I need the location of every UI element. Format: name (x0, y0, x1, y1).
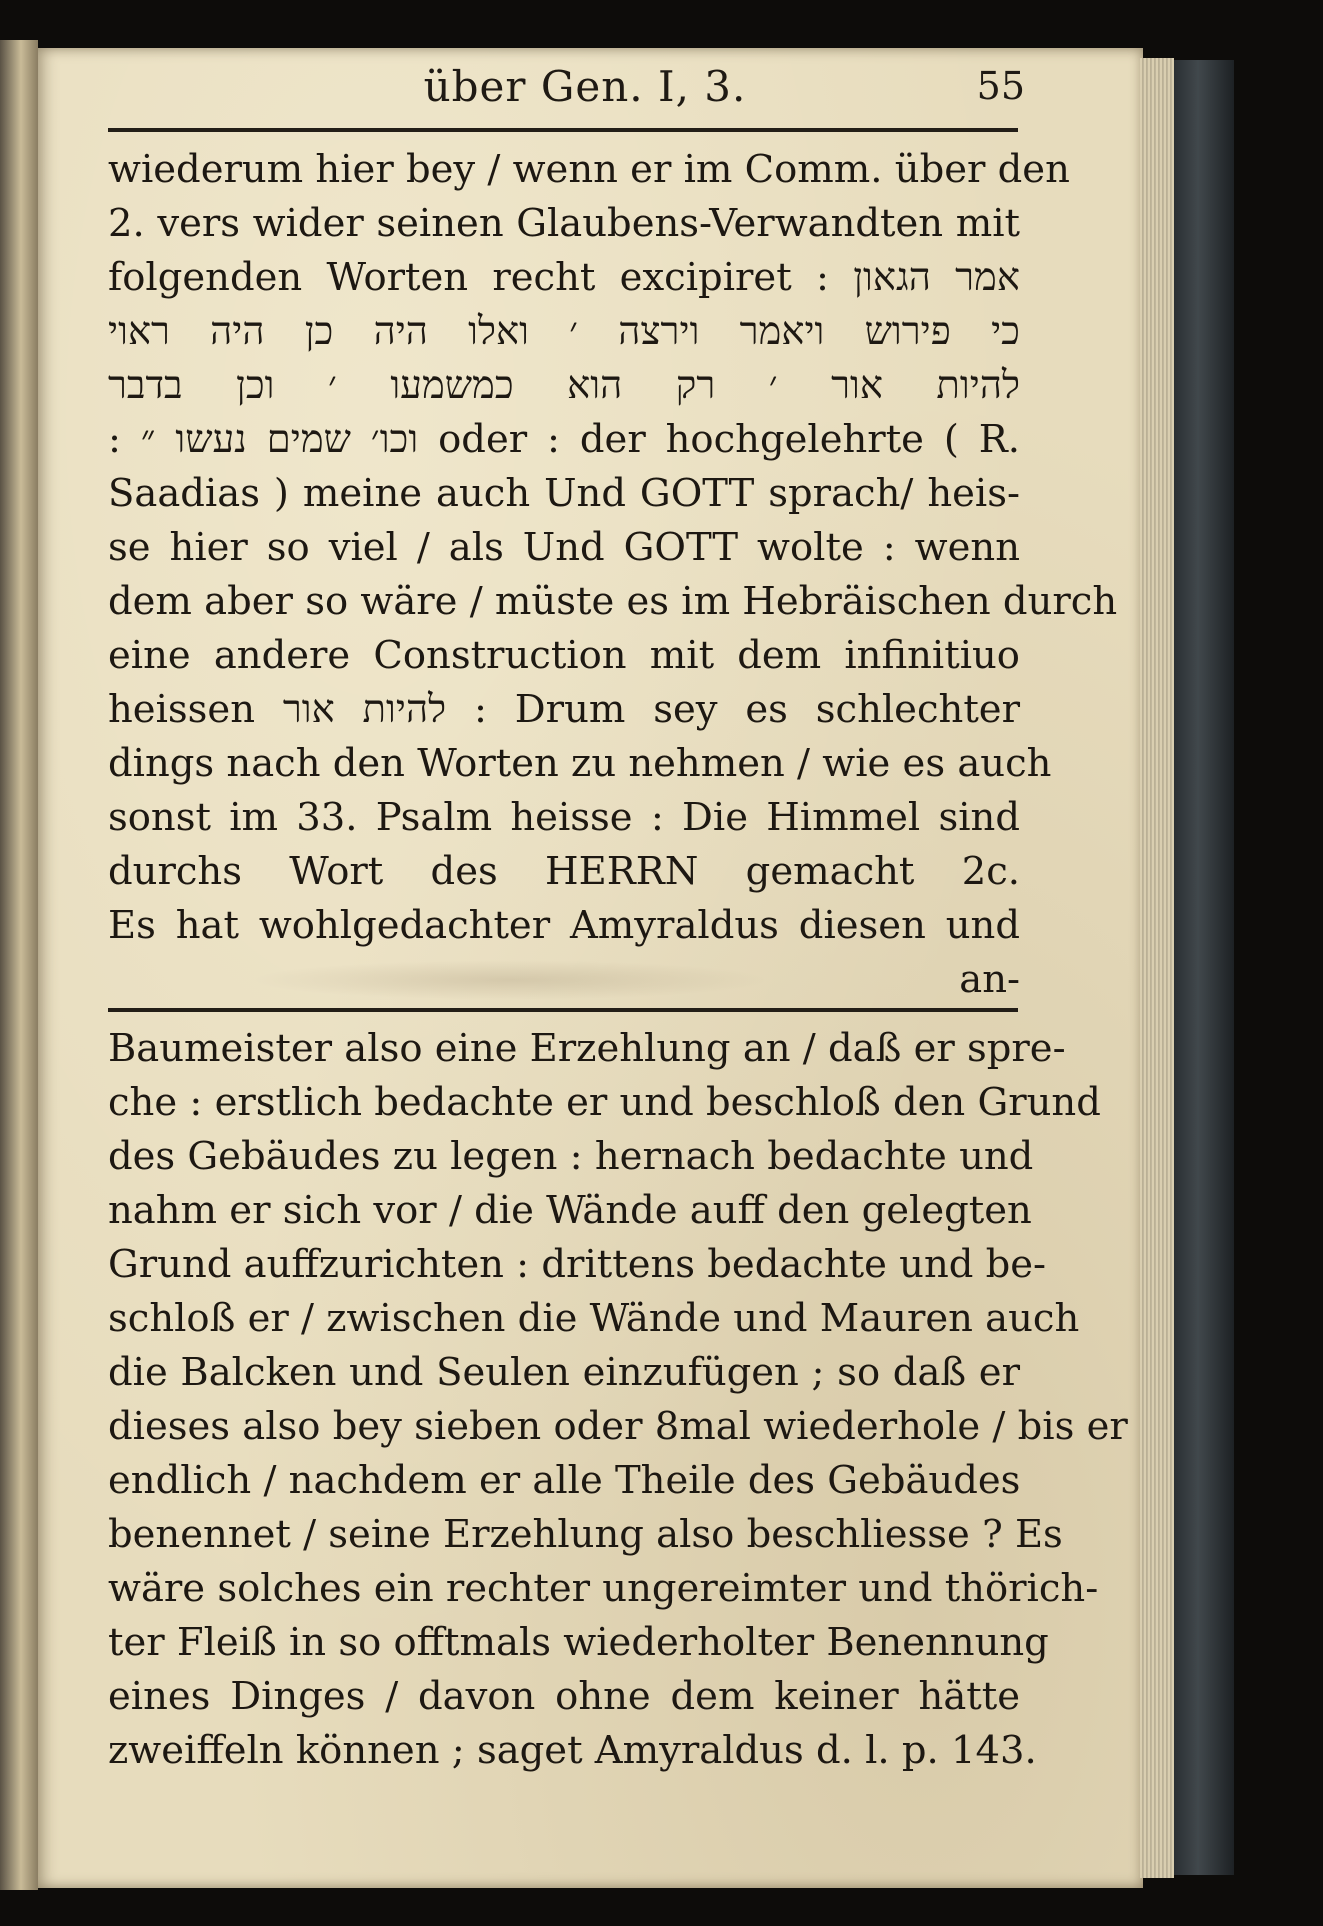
text-line: wiederum hier bey / wenn er im Comm. über den (108, 147, 1070, 192)
text-line: schloß er / zwischen die Wände und Mauren auch (108, 1296, 1080, 1341)
text-line: zweiffeln können ; saget Amyraldus d. l. p. 143. (108, 1728, 1037, 1773)
hebrew-line: כי פירוש ויאמר וירצה ׳ ואלו היה כן היה ראוי (108, 309, 1020, 354)
text-line: des Gebäudes zu legen : hernach bedachte und (108, 1134, 1034, 1179)
text-line: : וכו׳ שמים נעשו ״ oder : der hochgelehrte ( R. (108, 417, 1020, 462)
text-line: endlich / nachdem er alle Theile des Gebäudes (108, 1458, 1021, 1503)
page-edges (1140, 58, 1174, 1878)
text-line: eine andere Construction mit dem infinitiuo (108, 633, 1020, 678)
hebrew-line: להיות אור ׳ רק הוא כמשמעו ׳ וכן בדבר (108, 363, 1020, 408)
paper-stain (250, 960, 770, 1000)
top-rule (108, 128, 1018, 132)
text-line: dem aber so wäre / müste es im Hebräischen durch (108, 579, 1118, 624)
text-line: che : erstlich bedachte er und beschloß den Grund (108, 1080, 1101, 1125)
text-line: se hier so viel / als Und GOTT wolte : wenn (108, 525, 1020, 570)
text-line: die Balcken und Seulen einzufügen ; so daß er (108, 1350, 1020, 1395)
lower-text-block (108, 1022, 1128, 1778)
text-line: Es hat wohlgedachter Amyraldus diesen und (108, 903, 1020, 948)
running-head (145, 58, 1025, 118)
text-line: 2. vers wider seinen Glaubens-Verwandten mit (108, 201, 1020, 246)
text-line: dings nach den Worten zu nehmen / wie es auch (108, 741, 1052, 786)
text-line: nahm er sich vor / die Wände auff den gelegten (108, 1188, 1032, 1233)
text-line: Baumeister also eine Erzehlung an / daß er spre- (108, 1026, 1066, 1071)
page-number: 55 (976, 64, 1025, 108)
text-line: Grund auffzurichten : drittens bedachte und be- (108, 1242, 1047, 1287)
text-line: ter Fleiß in so offtmals wiederholter Benennung (108, 1620, 1049, 1665)
facing-page-edge (0, 40, 38, 1890)
upper-text-block (108, 143, 1118, 1007)
text-line: heissen להיות אור : Drum sey es schlechter (108, 687, 1020, 732)
catchword: an- (959, 957, 1020, 1002)
text-line: benennet / seine Erzehlung also beschliesse ? Es (108, 1512, 1063, 1557)
book-cover-edge (1174, 60, 1234, 1875)
text-line: eines Dinges / davon ohne dem keiner hätte (108, 1674, 1020, 1719)
running-head-title: über Gen. I, 3. (423, 62, 747, 111)
text-line: folgenden Worten recht excipiret : אמר הגאון (108, 255, 1020, 300)
text-line: sonst im 33. Psalm heisse : Die Himmel sind (108, 795, 1020, 840)
section-rule (108, 1008, 1018, 1012)
text-line: durchs Wort des HERRN gemacht 2c. (108, 849, 1020, 894)
text-line: Saadias ) meine auch Und GOTT sprach/ heis- (108, 471, 1020, 516)
text-line: wäre solches ein rechter ungereimter und thörich- (108, 1566, 1099, 1611)
text-line: dieses also bey sieben oder 8mal wiederhole / bis er (108, 1404, 1128, 1449)
